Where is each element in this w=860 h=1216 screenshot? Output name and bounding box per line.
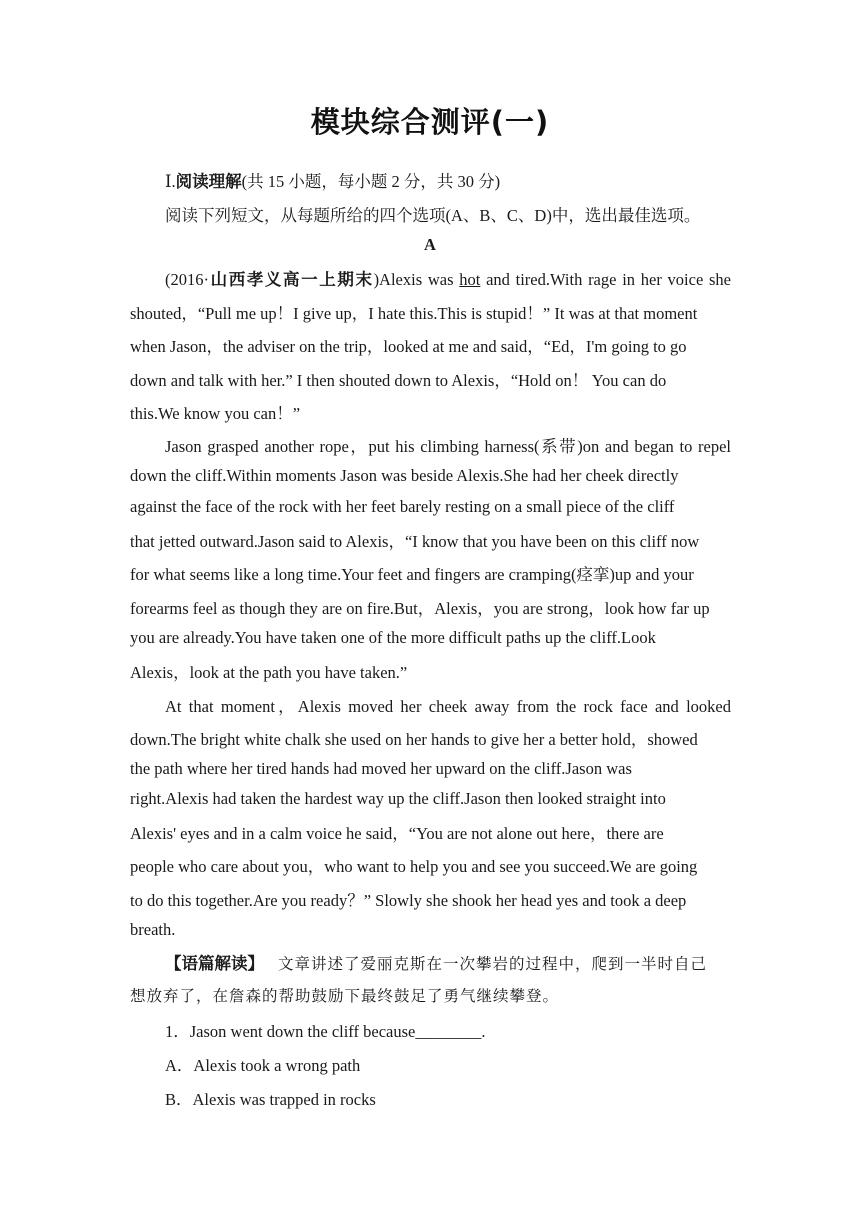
section-heading-bold: 阅读理解	[175, 172, 242, 191]
passage-line: you are already.You have taken one of the more difficult paths up the cliff.Look	[130, 628, 656, 647]
passage-line: against the face of the rock with her feet barely resting on a small piece of the cliff	[130, 497, 675, 516]
passage-source: (2016·	[165, 270, 209, 289]
passage-line: right.Alexis had taken the hardest way up the cliff.Jason then looked straight into	[130, 789, 666, 808]
part-label: A	[424, 235, 436, 254]
passage-line: down and talk with her.” I then shouted down to Alexis，“Hold on！ You can do	[130, 371, 667, 390]
passage-line: this.We know you can！”	[130, 404, 301, 423]
passage-line: to do this together.Are you ready？” Slowly she shook her head yes and took a deep	[130, 891, 687, 910]
section-heading-rest: (共 15 小题，每小题 2 分，共 30 分)	[241, 172, 501, 191]
passage-source-bold: 山西孝义高一上期末	[209, 270, 374, 289]
analysis-text: 文章讲述了爱丽克斯在一次攀岩的过程中，爬到一半时自己	[278, 955, 708, 973]
passage-line: that jetted outward.Jason said to Alexis，“I know that you have been on this cliff now	[130, 532, 700, 551]
analysis-text: 想放弃了，在詹森的帮助鼓励下最终鼓足了勇气继续攀登。	[130, 987, 560, 1005]
underlined-word: hot	[459, 270, 481, 289]
passage-line: for what seems like a long time.Your feet and fingers are cramping(痉挛)up and your	[130, 565, 694, 584]
passage-line: breath.	[130, 920, 176, 939]
question-stem: 1．Jason went down the cliff because________.	[165, 1022, 486, 1041]
passage-line: down.The bright white chalk she used on her hands to give her a better hold，showed	[130, 730, 698, 749]
analysis-line	[165, 950, 731, 974]
analysis-label: 【语篇解读】	[165, 954, 264, 973]
page-title: 模块综合测评(一)	[310, 105, 550, 139]
passage-line: Alexis，look at the path you have taken.”	[130, 663, 408, 682]
section-heading	[165, 168, 500, 192]
passage-line: the path where her tired hands had moved her upward on the cliff.Jason was	[130, 759, 632, 778]
passage-line	[165, 266, 731, 290]
passage-line: down the cliff.Within moments Jason was beside Alexis.She had her cheek directly	[130, 466, 679, 485]
option-b: B．Alexis was trapped in rocks	[165, 1090, 376, 1109]
option-a: A．Alexis took a wrong path	[165, 1056, 361, 1075]
passage-text: and tired.With rage in her voice she	[480, 270, 732, 289]
passage-line: Jason grasped another rope，put his climbing harness(系带)on and began to repel	[165, 437, 731, 456]
passage-line: Alexis' eyes and in a calm voice he said，“You are not alone out here，there are	[130, 824, 664, 843]
passage-line: shouted，“Pull me up！I give up，I hate this.This is stupid！” It was at that moment	[130, 304, 698, 323]
passage-text: )Alexis was	[373, 270, 460, 289]
instruction: 阅读下列短文，从每题所给的四个选项(A、B、C、D)中，选出最佳选项。	[165, 206, 701, 225]
passage-line: when Jason，the adviser on the trip，looked at me and said，“Ed，I'm going to go	[130, 337, 687, 356]
section-number: Ⅰ.	[165, 172, 176, 191]
passage-line: people who care about you，who want to help you and see you succeed.We are going	[130, 857, 698, 876]
passage-line: At that moment，Alexis moved her cheek away from the rock face and looked	[165, 697, 731, 716]
passage-line: forearms feel as though they are on fire.But，Alexis，you are strong，look how far up	[130, 599, 710, 618]
